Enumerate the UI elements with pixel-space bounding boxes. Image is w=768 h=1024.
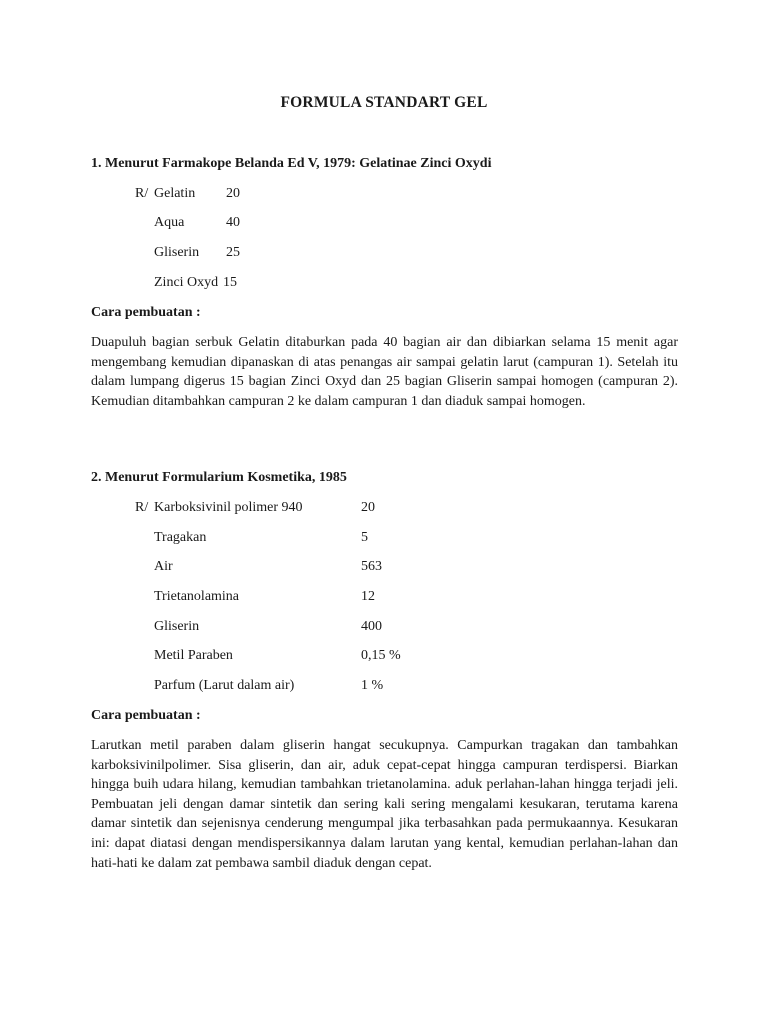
ingredient-qty: 20: [361, 500, 375, 515]
section2-method-text: Larutkan metil paraben dalam gliserin hangat secukupnya. Campurkan tragakan dan tambahkan karboksivinilpolimer. Sisa gliserin, dan air, aduk cepat-cepat hingga campuran terdispersi. Biarkan hingga buih udara hilang, kemudian tambahkan trietanolamina. aduk perlahan-lahan hingga terjadi jeli. Pembuatan jeli dengan damar sintetik dan sering kali sering mengalami kesukaran, terutama karena damar sintetik dan sejenisnya cenderung mengumpal jika terbasahkan pada permukaannya. Kesukaran ini: dapat diatasi dengan mendispersikannya dalam larutan yang kental, kemudian perlahan-lahan dan hati-hati ke dalam zat pembawa sambil diaduk dengan cepat.: [91, 738, 678, 871]
section1-method-text: Duapuluh bagian serbuk Gelatin ditaburkan pada 40 bagian air dan dibiarkan selama 15 menit agar mengembang kemudian dipanaskan di atas penangas air sampai gelatin larut (campuran 1). Setelah itu dalam lumpang digerus 15 bagian Zinci Oxyd dan 25 bagian Gliserin sampai homogen (campuran 2). Kemudian ditambahkan campuran 2 ke dalam campuran 1 dan diaduk sampai homogen.: [91, 335, 678, 409]
ingredient-name: Gliserin: [154, 245, 200, 260]
ingredient-name: Zinci Oxyd: [154, 275, 219, 290]
recipe-prefix: R/: [135, 500, 149, 515]
ingredient-qty: 400: [361, 619, 382, 634]
ingredient-qty: 1 %: [361, 678, 384, 693]
section1-method-heading: Cara pembuatan :: [91, 305, 201, 320]
ingredient-name: Air: [154, 559, 173, 574]
ingredient-name: Tragakan: [154, 530, 207, 545]
ingredient-qty: 0,15 %: [361, 648, 401, 663]
section2-heading: 2. Menurut Formularium Kosmetika, 1985: [91, 470, 347, 485]
ingredient-qty: 25: [226, 245, 240, 260]
document-title: FORMULA STANDART GEL: [280, 94, 488, 111]
ingredient-qty: 5: [361, 530, 368, 545]
ingredient-name: Gliserin: [154, 619, 200, 634]
section2-method-heading: Cara pembuatan :: [91, 708, 201, 723]
section1-heading: 1. Menurut Farmakope Belanda Ed V, 1979: Gelatinae Zinci Oxydi: [91, 156, 492, 171]
ingredient-qty: 40: [226, 215, 240, 230]
recipe-prefix: R/: [135, 186, 149, 201]
ingredient-qty: 563: [361, 559, 382, 574]
ingredient-name: Aqua: [154, 215, 185, 230]
ingredient-name: Metil Paraben: [154, 648, 233, 663]
ingredient-name: Parfum (Larut dalam air): [154, 678, 295, 693]
ingredient-name: Gelatin: [154, 186, 196, 201]
ingredient-name: Karboksivinil polimer 940: [154, 500, 303, 515]
ingredient-qty: 12: [361, 589, 375, 604]
ingredient-qty: 20: [226, 186, 240, 201]
ingredient-name: Trietanolamina: [154, 589, 240, 604]
ingredient-qty: 15: [223, 275, 237, 290]
